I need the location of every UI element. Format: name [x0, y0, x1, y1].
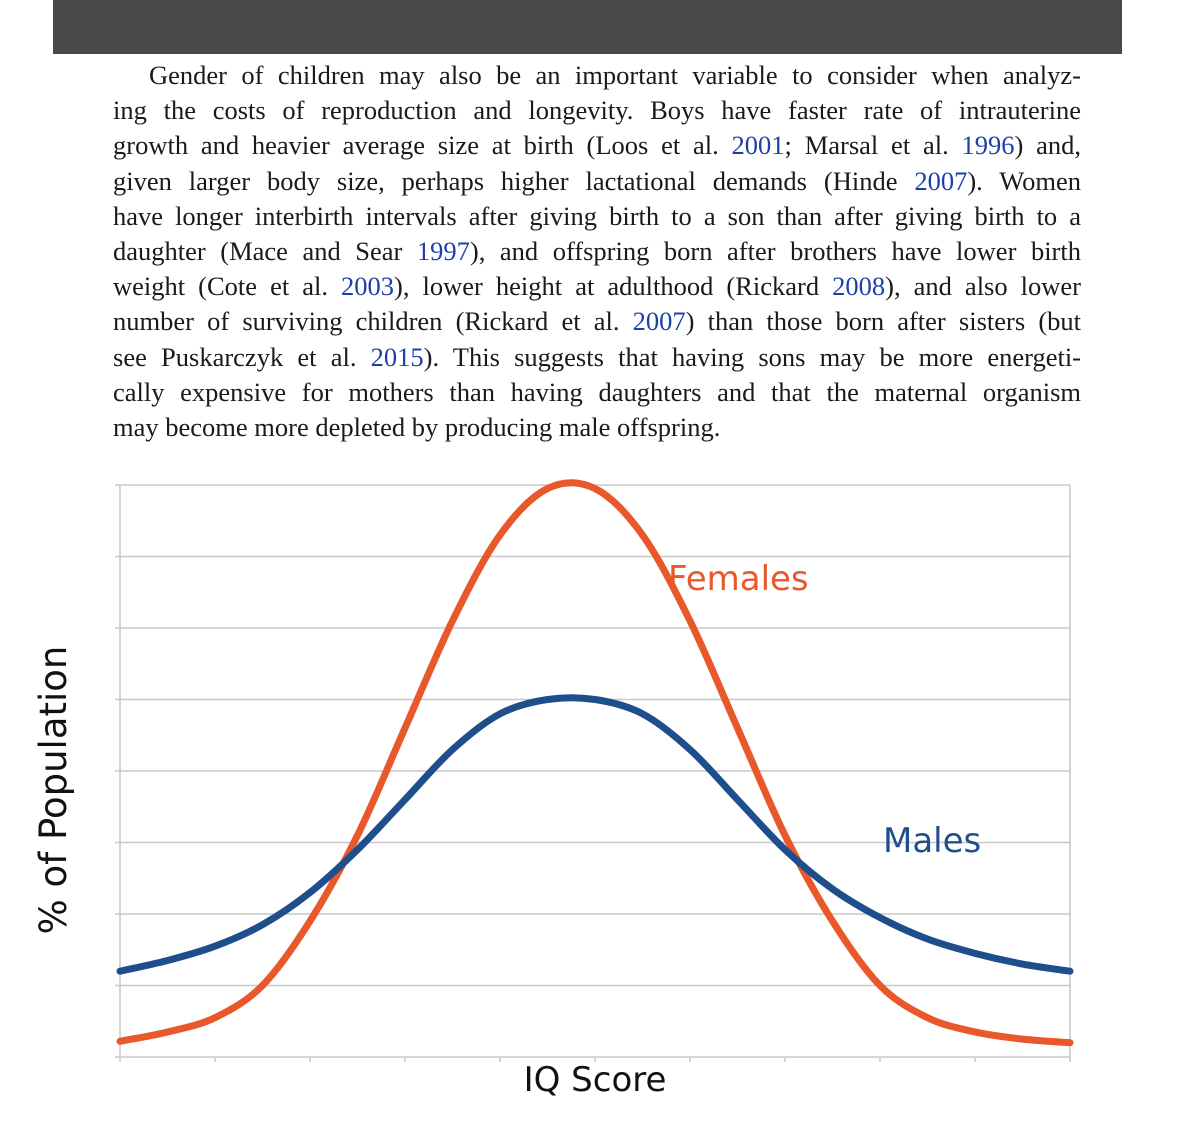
paragraph-text: daughter (Mace and Sear [113, 235, 417, 266]
citation-link[interactable]: 2008 [832, 271, 886, 302]
paragraph-text: ), lower height at adulthood (Rickard [394, 271, 833, 302]
citation-link[interactable]: 2007 [632, 306, 686, 337]
paragraph-text: given larger body size, perhaps higher lactational demands (Hinde [113, 165, 915, 196]
paragraph-text: ), and also lower [885, 271, 1081, 302]
paragraph-line [113, 164, 1081, 199]
citation-link[interactable]: 1996 [961, 130, 1015, 161]
series-label-females: Females [668, 559, 809, 599]
paragraph-text: growth and heavier average size at birth (Loos et al. [113, 130, 732, 161]
paragraph-line [113, 128, 1081, 163]
paragraph-text: ), and offspring born after brothers have lower birth [469, 235, 1081, 266]
y-axis-label: % of Population [32, 645, 75, 935]
citation-link[interactable]: 2001 [731, 130, 785, 161]
distribution-chart [60, 470, 1140, 1110]
series-line-females [120, 483, 1070, 1043]
iq-distribution-figure [60, 470, 1140, 1110]
top-toolbar-strip [53, 0, 1122, 54]
paragraph-text: ; Marsal et al. [784, 130, 962, 161]
paragraph-line [113, 58, 1081, 93]
paragraph-line [113, 199, 1081, 234]
paragraph-text: ) than those born after sisters (but [685, 306, 1082, 337]
paragraph-text: ) and, [1014, 130, 1081, 161]
paragraph-text: see Puskarczyk et al. [113, 341, 371, 372]
paragraph-text: may become more depleted by producing male offspring. [113, 411, 721, 442]
series-label-males: Males [883, 821, 982, 861]
paragraph-text: Gender of children may also be an important variable to consider when analyz- [149, 60, 1081, 90]
paragraph-text: ). Women [967, 165, 1081, 196]
citation-link[interactable]: 2003 [341, 271, 395, 302]
paragraph-text: cally expensive for mothers than having daughters and that the maternal organism [113, 376, 1081, 407]
paragraph-line [113, 340, 1081, 375]
paragraph-text: have longer interbirth intervals after giving birth to a son than after giving birth to a [113, 200, 1081, 231]
x-axis-label: IQ Score [523, 1060, 667, 1100]
paragraph-text: weight (Cote et al. [113, 271, 342, 302]
paragraph-line [113, 93, 1081, 128]
paragraph-text: ). This suggests that having sons may be more energeti- [423, 341, 1082, 372]
paragraph-line [113, 234, 1081, 269]
paragraph-line [113, 269, 1081, 304]
paragraph-line [113, 304, 1081, 339]
paragraph-line [113, 410, 1081, 445]
citation-link[interactable]: 1997 [416, 235, 470, 266]
citation-link[interactable]: 2015 [370, 341, 424, 372]
body-paragraph [113, 58, 1081, 445]
paragraph-text: number of surviving children (Rickard et al. [113, 306, 633, 337]
paragraph-text: ing the costs of reproduction and longevity. Boys have faster rate of intrauterine [113, 95, 1081, 126]
paragraph-line [113, 375, 1081, 410]
citation-link[interactable]: 2007 [914, 165, 968, 196]
